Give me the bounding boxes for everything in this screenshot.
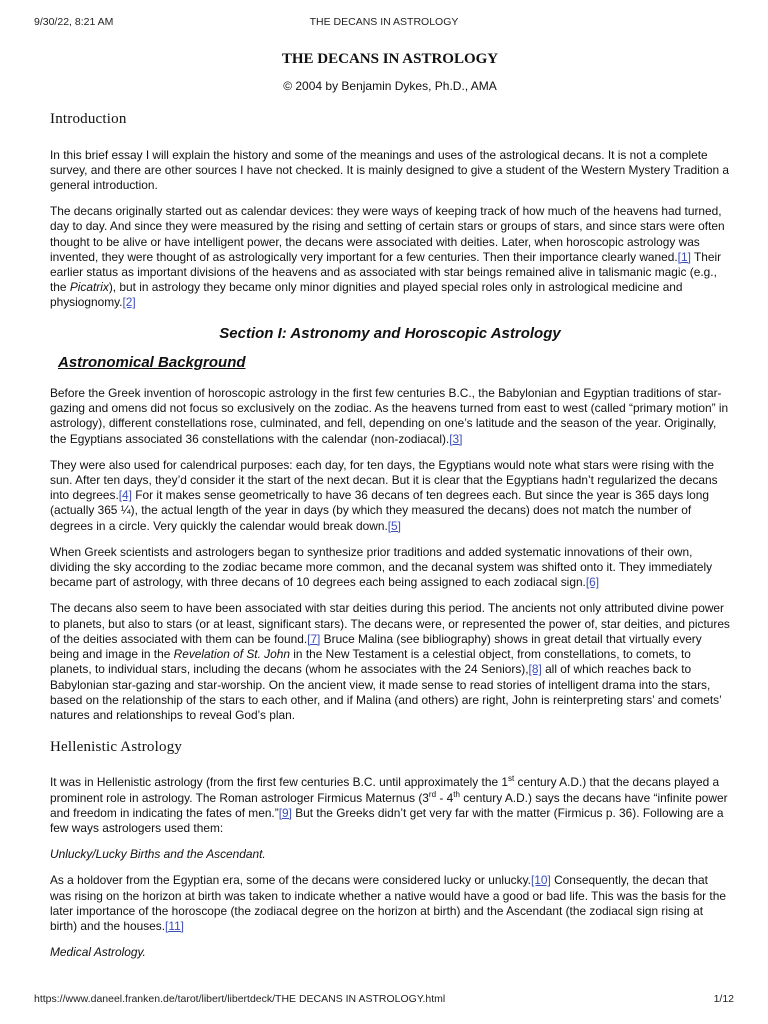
print-datetime: 9/30/22, 8:21 AM [34,16,114,28]
section-1-heading: Section I: Astronomy and Horoscopic Astrology [219,324,561,342]
print-footer [34,993,734,1005]
footnote-link-5[interactable]: [5] [387,518,401,533]
print-header [34,16,734,28]
intro-paragraph-2: The decans originally started out as calendar devices: they were ways of keeping track of how much of the heavens had turned, day to day. And since they were measured by the rising and setting of certain stars or groups of stars, and since stars were often thought to be alive or have intelligent power, the decans were associated with deities. Later, when horoscopic astrology was invented, they were thought of as astrologically very important for a few centuries. Then their importance clearly waned.[1] Their earlier status as important divisions of the heavens and as associated with star beings remained alive in talismanic magic (e.g., the Picatrix), but in astrology they became only minor dignities and played special roles only in astrological medicine and physiognomy.[2] [50,204,725,310]
footnote-link-11[interactable]: [11] [165,918,184,933]
article [50,52,730,971]
footnote-link-9[interactable]: [9] [278,805,292,820]
footnote-link-10[interactable]: [10] [530,873,551,888]
footnote-link-7[interactable]: [7] [307,631,321,646]
footnote-link-6[interactable]: [6] [585,575,600,590]
article-title: THE DECANS IN ASTROLOGY [281,51,499,67]
unlucky-births-paragraph: As a holdover from the Egyptian era, some of the decans were considered lucky or unlucky.[10] Consequently, the decan that was rising on the horizon at birth was taken to indicate whether a native would have a good or bad life. This was the basis for the later importance of the horoscope (the zodiacal degree on the horizon at birth) and the Ascendant (the zodiacal sign rising at birth) and the houses.[11] [50,873,726,933]
introduction-heading: Introduction [50,111,127,128]
unlucky-births-heading: Unlucky/Lucky Births and the Ascendant. [50,847,266,862]
footnote-link-1[interactable]: [1] [677,249,691,264]
astronomical-background-heading: Astronomical Background [58,353,246,371]
medical-astrology-heading: Medical Astrology. [50,945,146,960]
footnote-link-2[interactable]: [2] [122,295,136,310]
print-title: THE DECANS IN ASTROLOGY [309,16,459,28]
footnote-link-4[interactable]: [4] [118,488,132,503]
print-url: https://www.daneel.franken.de/tarot/libert/libertdeck/THE DECANS IN ASTROLOGY.html [34,993,446,1005]
hellenistic-astrology-heading: Hellenistic Astrology [50,739,183,756]
print-page-number: 1/12 [713,993,734,1005]
hellenistic-paragraph-1: It was in Hellenistic astrology (from the first few centuries B.C. until approximately the 1st century A.D.) that the decans played a prominent role in astrology. The Roman astrologer Firmicus Maternus (3rd - 4th century A.D.) says the decans have “infinite power and freedom in indicating the fates of men.”[9] But the Greeks didn’t get very far with the matter (Firmicus p. 36). Following are a few ways astrologers used them: [50,774,728,835]
revelation-title: Revelation of St. John [173,647,290,662]
copyright-line: © 2004 by Benjamin Dykes, Ph.D., AMA [283,79,497,94]
intro-paragraph-1: In this brief essay I will explain the history and some of the meanings and uses of the astrological decans. It is not a complete survey, and there are other sources I have not checked. It is mainly designed to give a student of the Western Mystery Tradition a general introduction. [50,147,730,193]
astronomy-paragraph-4: The decans also seem to have been associated with star deities during this period. The ancients not only attributed divine power to planets, but also to stars (or at least, significant stars). The decans were, or represented the power of, star deities, and pictures of the deities associated with them can be found.[7] Bruce Malina (see bibliography) shows in great detail that virtually every being and image in the Revelation of St. John in the New Testament is a celestial object, from constellations, to comets, to planets, to individual stars, including the decans (whom he associates with the 24 Seniors),[8] all of which reaches back to Babylonian star-gazing and star-worship. On the ancient view, it made sense to read stories of intelligent drama into the stars, based on the relationship of the stars to each other, and if Malina (and others) are right, John is reinterpreting stars’ and comets’ natures and relationships to reveal God’s plan. [50,601,730,722]
footnote-link-8[interactable]: [8] [528,662,542,677]
astronomy-paragraph-1: Before the Greek invention of horoscopic astrology in the first few centuries B.C., the Babylonian and Egyptian traditions of star-gazing and omens did not focus so exclusively on the zodiac. As the heavens turned from east to west (called “primary motion” in astrology), different constellations rose, culminated, and fell, depending on one’s latitude and the season of the year. Originally, the Egyptians associated 36 constellations with the calendar (non-zodiacal).[3] [50,386,729,446]
footnote-link-3[interactable]: [3] [449,431,463,446]
picatrix-title: Picatrix [69,280,109,295]
astronomy-paragraph-3: When Greek scientists and astrologers began to synthesize prior traditions and added systematic innovations of their own, dividing the sky according to the zodiac became more common, and the decanal system was shifted onto it. They immediately became part of astrology, with three decans of 10 degrees each being assigned to each zodiacal sign.[6] [50,544,713,590]
astronomy-paragraph-2: They were also used for calendrical purposes: each day, for ten days, the Egyptians would note what stars were rising with the sun. After ten days, they’d consider it the start of the next decan. But it is clear that the Egyptians hadn’t regularized the decans into degrees.[4] For it makes sense geometrically to have 36 decans of ten degrees each. But since the year is 365 days long (actually 365 ¼), the actual length of the year in days (by which they measured the decans) does not match the number of degrees in a circle. Very quickly the calendar would break down.[5] [50,457,718,533]
